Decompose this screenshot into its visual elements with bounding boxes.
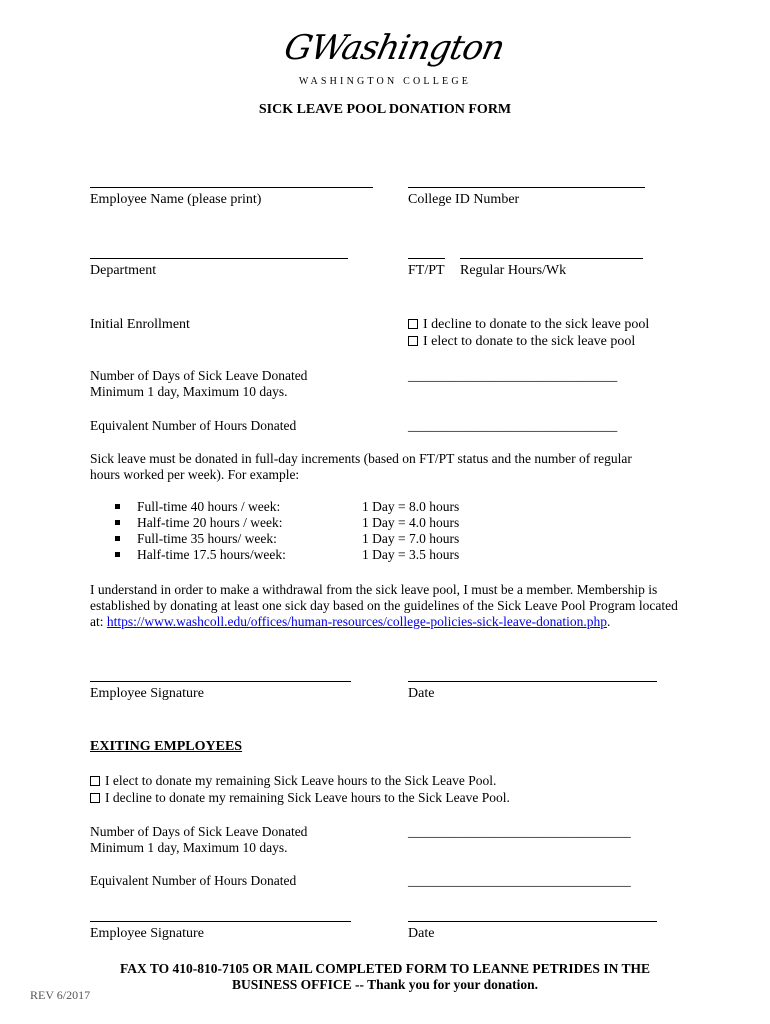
date-line[interactable]	[408, 681, 657, 682]
example-status: Full-time 40 hours / week:	[137, 499, 281, 514]
example-status: Half-time 17.5 hours/week:	[137, 547, 286, 562]
employee-name-line[interactable]	[90, 187, 373, 188]
date-label: Date	[408, 686, 435, 701]
option-decline-row[interactable]	[408, 316, 649, 333]
bullet-icon	[115, 536, 120, 541]
days-donated-label: Number of Days of Sick Leave Donated	[90, 368, 308, 383]
footer-instructions-line1: FAX TO 410-810-7105 OR MAIL COMPLETED FORM TO LEANNE PETRIDES IN THE	[120, 961, 650, 976]
decline-label: I decline to donate to the sick leave pool	[423, 317, 650, 332]
membership-text: I understand in order to make a withdrawal from the sick leave pool, I must be a member. Membership is established by donating at least one sick day based on the guidelines of the Sick Leave Pool Program located at:	[90, 582, 678, 629]
exiting-signature-line[interactable]	[90, 921, 351, 922]
employee-name-label: Employee Name (please print)	[90, 192, 262, 207]
hours-donated-field[interactable]: _______________________________	[408, 418, 618, 433]
exiting-hours-label: Equivalent Number of Hours Donated	[90, 873, 297, 888]
ftpt-line[interactable]	[408, 258, 445, 259]
signature-line[interactable]	[90, 681, 351, 682]
example-equiv: 1 Day = 7.0 hours	[362, 531, 460, 546]
exiting-days-field[interactable]: _________________________________	[408, 824, 631, 839]
example-status: Full-time 35 hours/ week:	[137, 531, 277, 546]
example-equiv: 1 Day = 3.5 hours	[362, 547, 460, 562]
days-donated-field[interactable]: _______________________________	[408, 368, 618, 383]
signature-label: Employee Signature	[90, 686, 204, 701]
exiting-decline-row[interactable]	[90, 790, 510, 806]
department-label: Department	[90, 263, 157, 278]
exiting-days-sub: Minimum 1 day, Maximum 10 days.	[90, 840, 288, 855]
exiting-decline-checkbox[interactable]	[90, 793, 100, 803]
bullet-icon	[115, 520, 120, 525]
elect-checkbox[interactable]	[408, 336, 418, 346]
initial-enrollment-label: Initial Enrollment	[90, 317, 190, 332]
exiting-decline-label: I decline to donate my remaining Sick Leave hours to the Sick Leave Pool.	[105, 790, 510, 805]
college-id-label: College ID Number	[408, 192, 520, 207]
college-id-line[interactable]	[408, 187, 645, 188]
option-elect-row[interactable]	[408, 333, 635, 350]
revision-label: REV 6/2017	[30, 988, 91, 1002]
exiting-date-line[interactable]	[408, 921, 657, 922]
form-title: SICK LEAVE POOL DONATION FORM	[258, 102, 512, 117]
ftpt-label: FT/PT	[408, 263, 445, 278]
example-equiv: 1 Day = 8.0 hours	[362, 499, 460, 514]
exiting-hours-field[interactable]: _________________________________	[408, 873, 631, 888]
logo-signature: GWashington	[280, 28, 508, 68]
department-line[interactable]	[90, 258, 348, 259]
example-equiv: 1 Day = 4.0 hours	[362, 515, 460, 530]
footer-instructions-line2: BUSINESS OFFICE -- Thank you for your donation.	[231, 977, 539, 992]
exiting-elect-row[interactable]	[90, 773, 496, 789]
policy-link[interactable]: https://www.washcoll.edu/offices/human-resources/college-policies-sick-leave-donation.php	[106, 614, 607, 629]
elect-label: I elect to donate to the sick leave pool	[423, 334, 636, 349]
exiting-heading: EXITING EMPLOYEES	[90, 739, 243, 754]
exiting-date-label: Date	[408, 926, 435, 941]
bullet-icon	[115, 552, 120, 557]
exiting-days-label: Number of Days of Sick Leave Donated	[90, 824, 308, 839]
hours-donated-label: Equivalent Number of Hours Donated	[90, 418, 297, 433]
membership-paragraph	[90, 582, 690, 630]
exiting-elect-checkbox[interactable]	[90, 776, 100, 786]
decline-checkbox[interactable]	[408, 319, 418, 329]
regular-hours-label: Regular Hours/Wk	[460, 263, 567, 278]
exiting-signature-label: Employee Signature	[90, 926, 204, 941]
logo-subtitle: WASHINGTON COLLEGE	[298, 76, 472, 87]
example-status: Half-time 20 hours / week:	[137, 515, 283, 530]
rules-intro: Sick leave must be donated in full-day increments (based on FT/PT status and the number of regular hours worked per week). For example:	[90, 451, 632, 482]
membership-end: .	[606, 614, 611, 629]
bullet-icon	[115, 504, 120, 509]
days-donated-sub: Minimum 1 day, Maximum 10 days.	[90, 384, 288, 399]
exiting-elect-label: I elect to donate my remaining Sick Leave hours to the Sick Leave Pool.	[105, 773, 497, 788]
regular-hours-line[interactable]	[460, 258, 643, 259]
college-logo	[270, 26, 508, 90]
